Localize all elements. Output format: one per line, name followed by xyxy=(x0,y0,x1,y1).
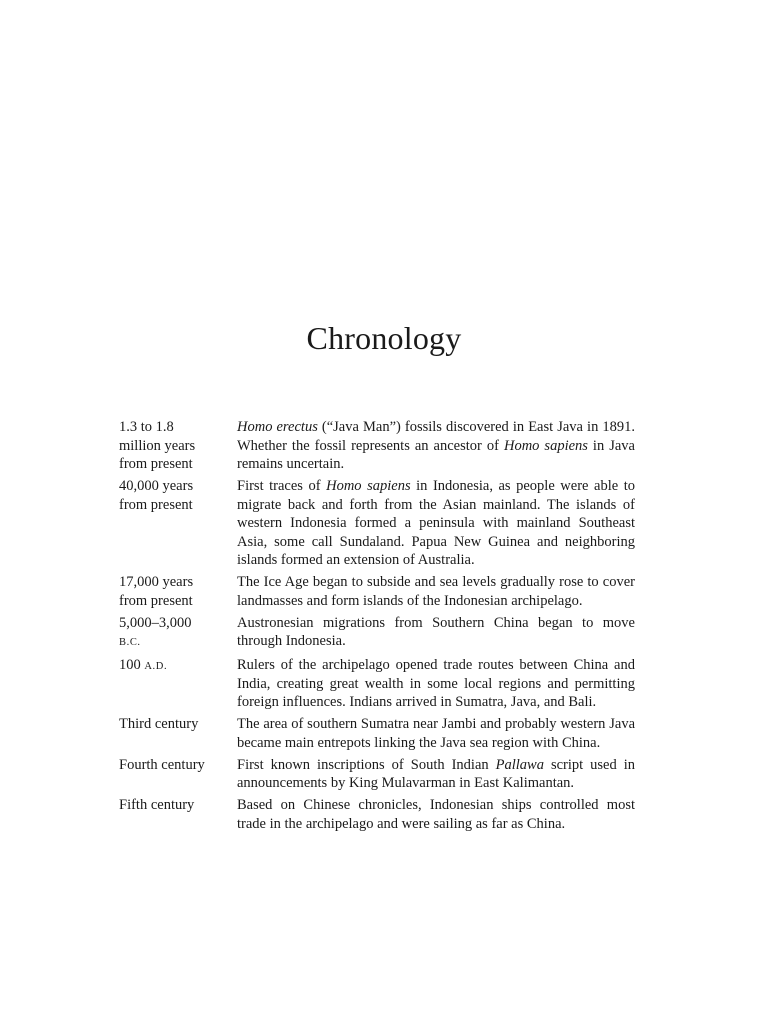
entry-date: 100 A.D. xyxy=(119,657,168,673)
entry-date: Fourth century xyxy=(119,756,205,773)
entry-date: Third century xyxy=(119,716,199,732)
chronology-entry xyxy=(119,573,635,610)
entry-description: First traces of Homo sapiens in Indonesia, as people were able to migrate back and forth from the Asian mainland. The islands of western Indonesia formed a peninsula with mainland Southeast Asia, some call Sundaland. Papua New Guinea and neighboring islands formed an extension of Australia. xyxy=(237,478,635,568)
italic-term: Homo erectus xyxy=(237,419,318,435)
italic-term: Homo sapiens xyxy=(326,478,411,494)
entry-description: Rulers of the archipelago opened trade routes between China and India, creating great wealth in some local regions and permitting foreign influences. Indians arrived in Sumatra, Java, and Bali. xyxy=(237,657,635,710)
chronology-entry xyxy=(119,477,635,570)
entry-description: Based on Chinese chronicles, Indonesian ships controlled most trade in the archipelago and were sailing as far as China. xyxy=(237,797,635,832)
entry-date: 5,000–3,000 B.C. xyxy=(119,614,192,648)
entry-date: 17,000 years from present xyxy=(119,574,194,609)
chronology-entry xyxy=(119,614,635,653)
chronology-entry xyxy=(119,796,635,833)
page-title: Chronology xyxy=(306,320,462,356)
era-abbreviation: B.C. xyxy=(119,637,141,648)
italic-term: Pallawa xyxy=(495,756,544,773)
entry-date: Fifth century xyxy=(119,797,195,813)
chronology-entry xyxy=(119,756,635,793)
era-abbreviation: A.D. xyxy=(144,661,168,672)
entry-description: The area of southern Sumatra near Jambi and probably western Java became main entrepots linking the Java sea region with China. xyxy=(237,716,635,751)
chronology-entry xyxy=(119,418,635,474)
entry-date: 1.3 to 1.8 million years from present xyxy=(119,419,196,472)
entry-description: Homo erectus (“Java Man”) fossils discovered in East Java in 1891. Whether the fossil represents an ancestor of Homo sapiens in Java remains uncertain. xyxy=(237,419,636,472)
entry-description: First known inscriptions of South Indian Pallawa script used in announcements by King Mulavarman in East Kalimantan. xyxy=(237,756,635,791)
entry-date: 40,000 years from present xyxy=(119,478,194,513)
chronology-entry xyxy=(119,715,635,752)
entry-description: The Ice Age began to subside and sea levels gradually rose to cover landmasses and form islands of the Indonesian archipelago. xyxy=(237,574,635,609)
italic-term: Homo sapiens xyxy=(503,437,588,454)
entry-description: Austronesian migrations from Southern China began to move through Indonesia. xyxy=(237,614,635,649)
chronology-entry xyxy=(119,656,635,712)
chronology-list xyxy=(119,418,635,837)
